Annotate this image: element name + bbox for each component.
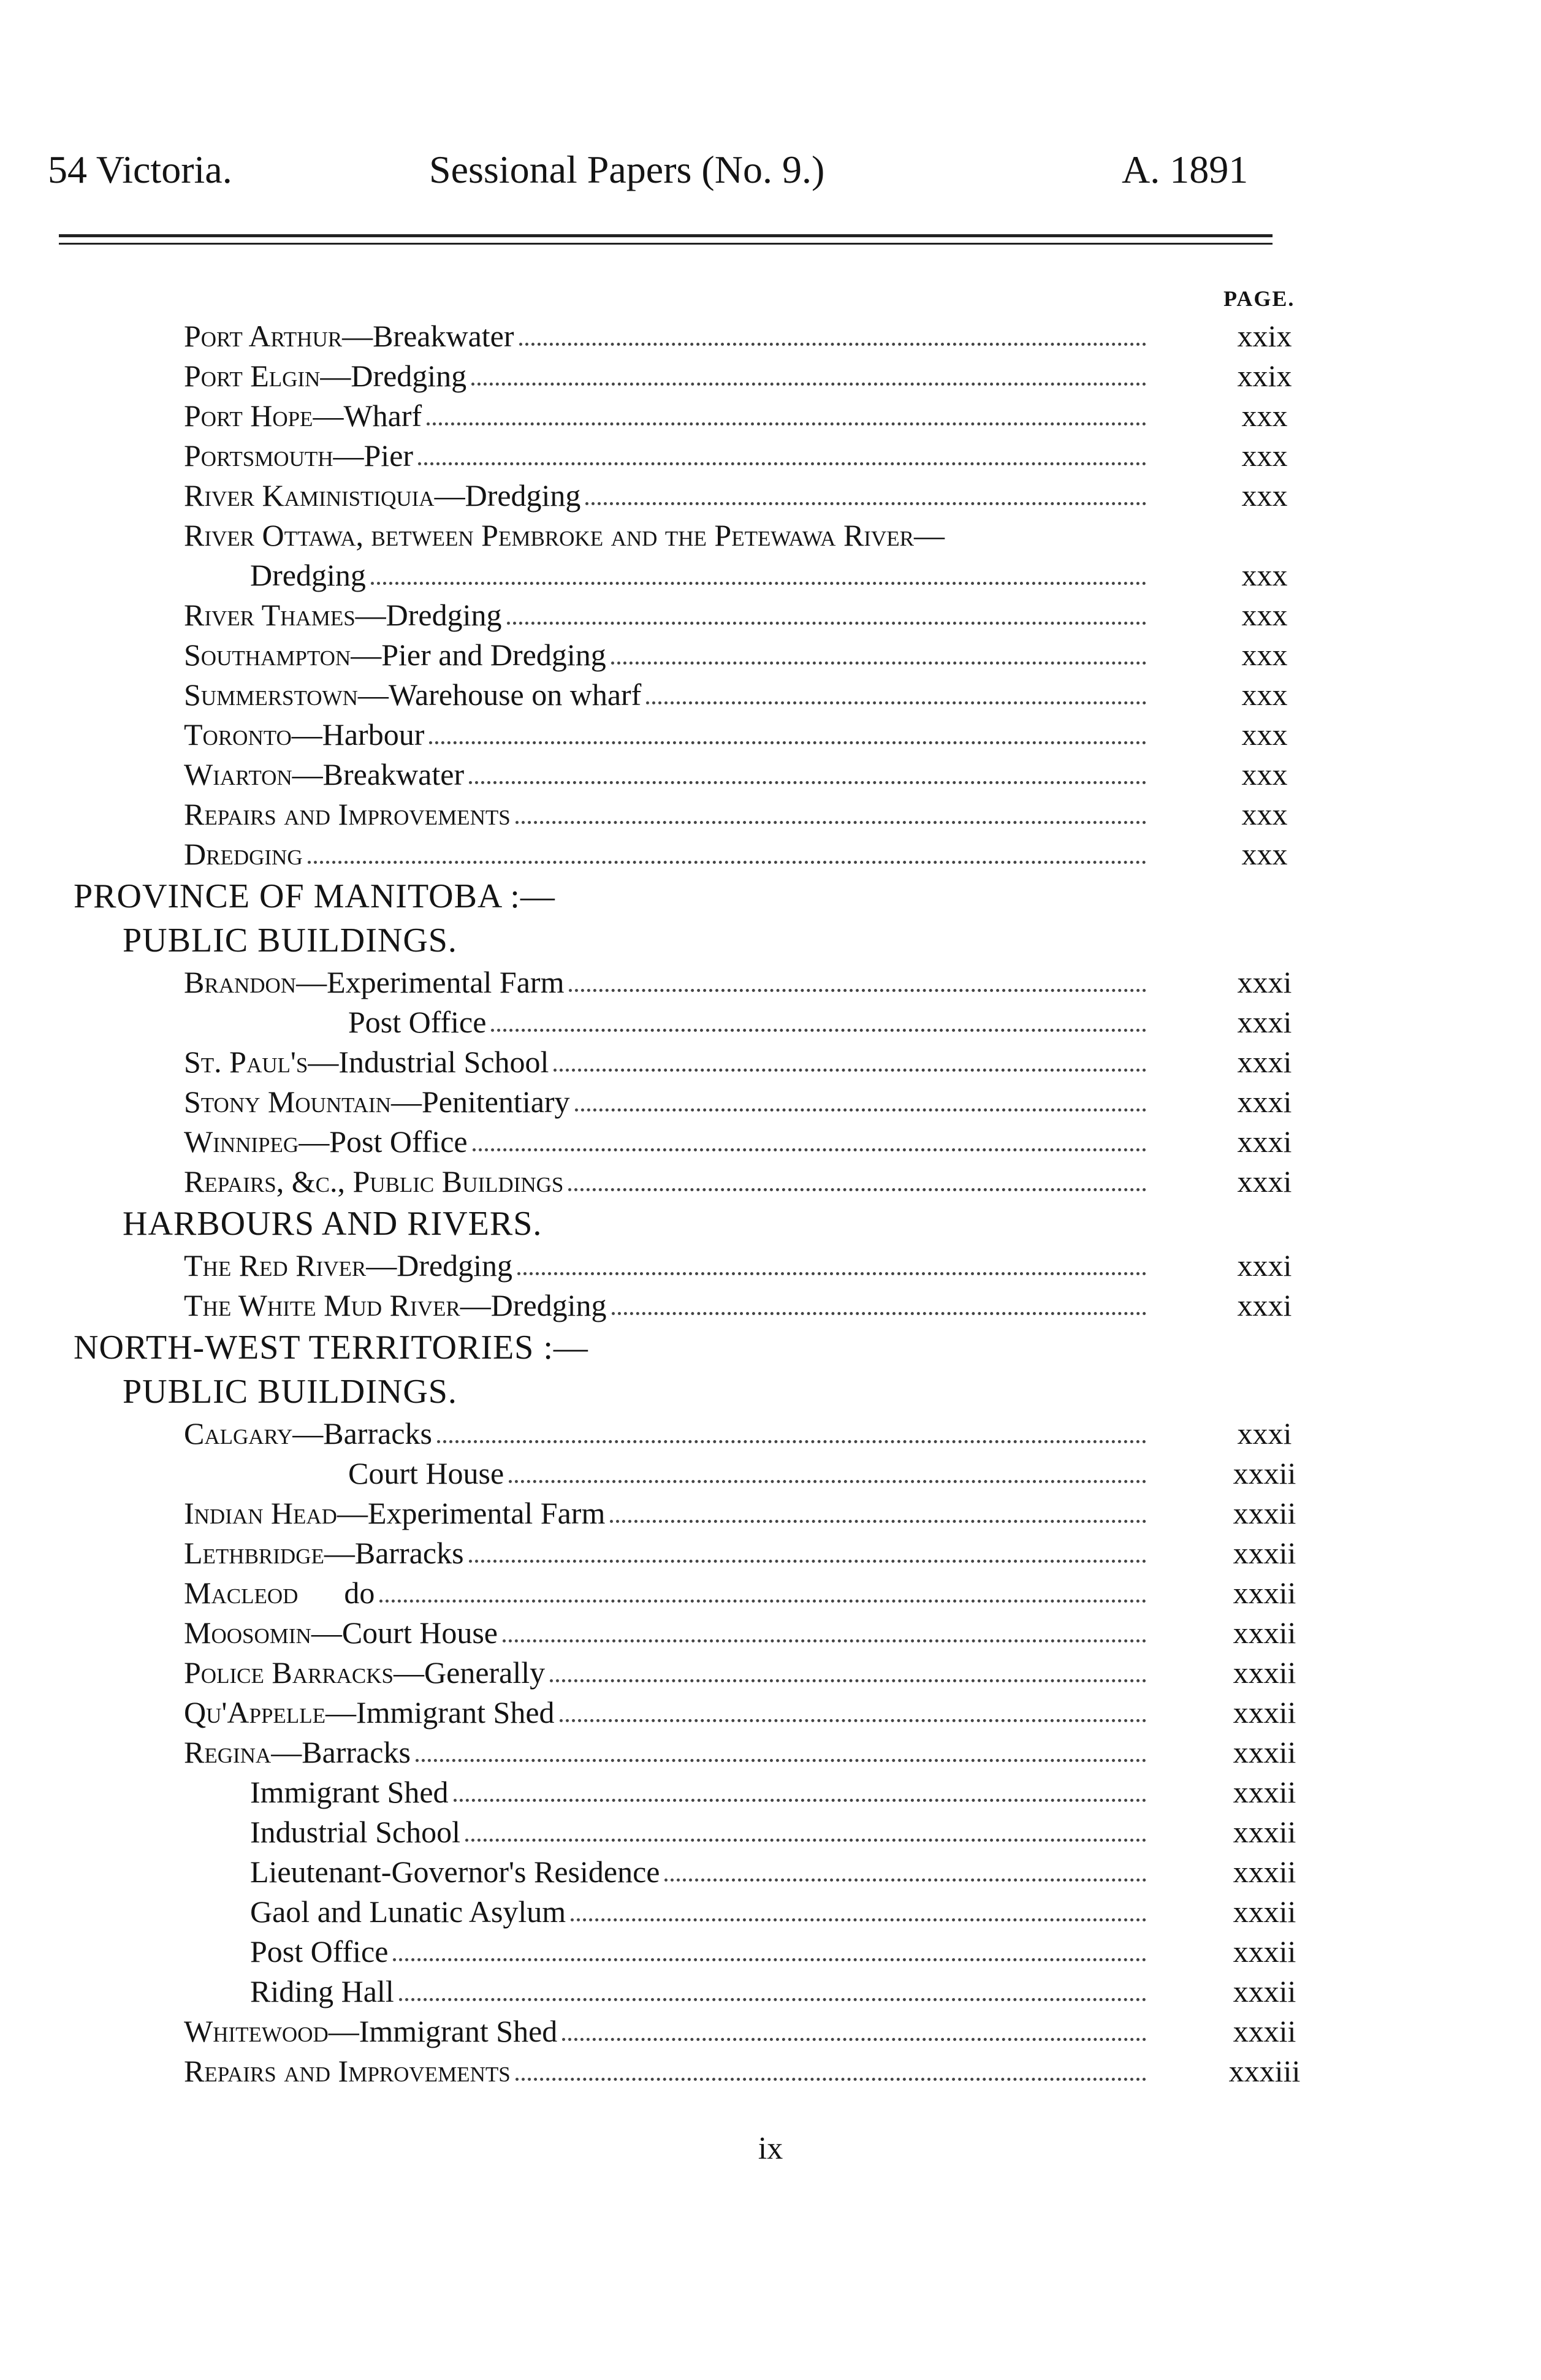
toc-page-number: xxxi — [1237, 965, 1292, 999]
toc-place-name: Repairs and Improvements — [184, 2054, 511, 2088]
toc-entry — [184, 356, 1151, 396]
dot-leader — [646, 701, 1146, 704]
page-column-label: PAGE. — [1223, 286, 1295, 311]
toc-row — [0, 2051, 1541, 2091]
header-rule-thick — [59, 234, 1273, 237]
section-heading-row — [0, 918, 1541, 963]
toc-entry — [348, 1002, 1151, 1042]
toc-item-description: —Experimental Farm — [296, 965, 565, 999]
toc-entry-text — [184, 675, 641, 715]
dot-leader — [379, 1600, 1146, 1603]
toc-entry-text — [184, 795, 511, 834]
toc-entry — [250, 1892, 1151, 1932]
toc-place-name: Port Elgin — [184, 359, 321, 393]
toc-row — [0, 1733, 1541, 1772]
dot-leader — [399, 1998, 1146, 2001]
toc-entry-text — [250, 1852, 660, 1892]
toc-entry-text — [184, 2012, 557, 2051]
dot-leader — [585, 502, 1146, 505]
dot-leader — [427, 422, 1146, 425]
dot-leader — [416, 1759, 1146, 1762]
toc-item-description: —Immigrant Shed — [325, 1695, 555, 1730]
toc-place-name: Calgary — [184, 1416, 293, 1451]
toc-item-description: Gaol and Lunatic Asylum — [250, 1894, 566, 1929]
section-heading: PROVINCE OF MANITOBA :— — [74, 877, 555, 915]
toc-row — [0, 963, 1541, 1002]
toc-entry-text — [184, 1733, 411, 1772]
dot-leader — [575, 1108, 1146, 1112]
section-heading-row — [0, 874, 1541, 918]
toc-item-description: —Dredging — [460, 1288, 607, 1322]
toc-item-description: —Harbour — [291, 717, 425, 752]
toc-entry-text — [184, 1082, 570, 1122]
toc-item-description: — — [913, 518, 945, 552]
dot-leader — [429, 741, 1146, 744]
toc-place-name: Repairs and Improvements — [184, 797, 511, 831]
toc-page-number: xxx — [1241, 478, 1288, 513]
toc-entry-text — [184, 1246, 512, 1286]
toc-page-number: xxxii — [1233, 1775, 1296, 1809]
toc-place-name: Summerstown — [184, 677, 358, 712]
toc-entry — [184, 1493, 1151, 1533]
toc-item-description: do — [298, 1576, 375, 1610]
toc-item-description: —Barracks — [324, 1536, 464, 1570]
page-folio: ix — [758, 2131, 783, 2166]
toc-entry — [184, 795, 1151, 834]
toc-row — [0, 1414, 1541, 1454]
toc-entry — [348, 1454, 1151, 1493]
dot-leader — [610, 1520, 1146, 1523]
toc-row — [0, 1613, 1541, 1653]
section-heading: NORTH-WEST TERRITORIES :— — [74, 1329, 588, 1367]
toc-place-name: The White Mud River — [184, 1288, 460, 1322]
toc-item-description: Post Office — [250, 1934, 389, 1969]
toc-place-name: Port Hope — [184, 399, 313, 433]
dot-leader — [509, 1480, 1146, 1483]
toc-place-name: Brandon — [184, 965, 297, 999]
toc-page-number: xxx — [1241, 558, 1288, 592]
dot-leader — [611, 662, 1146, 665]
running-header — [0, 147, 1541, 202]
toc-item-description: —Dredging — [320, 359, 467, 393]
toc-row — [0, 1454, 1541, 1493]
toc-item-description: Post Office — [348, 1005, 487, 1039]
toc-entry — [184, 316, 1151, 356]
toc-item-description: —Court House — [311, 1615, 498, 1650]
toc-place-name: Port Arthur — [184, 319, 343, 353]
toc-entry-text — [184, 1414, 432, 1454]
toc-entry — [250, 1852, 1151, 1892]
toc-page-number: xxxii — [1233, 1576, 1296, 1610]
toc-page-number: xxxii — [1233, 1456, 1296, 1490]
toc-item-description: —Experimental Farm — [337, 1496, 606, 1530]
toc-item-description: —Pier — [333, 438, 414, 473]
toc-entry — [184, 1286, 1151, 1325]
toc-place-name: Dredging — [184, 837, 303, 871]
dot-leader — [471, 383, 1146, 386]
toc-row — [0, 1772, 1541, 1812]
toc-entry — [184, 1653, 1151, 1693]
dot-leader — [393, 1958, 1146, 1961]
toc-entry-text — [184, 755, 464, 795]
toc-row — [0, 1493, 1541, 1533]
dot-leader — [503, 1639, 1146, 1642]
dot-leader — [371, 582, 1146, 585]
toc-page-number: xxxi — [1237, 1045, 1292, 1079]
toc-entry — [184, 1162, 1151, 1202]
toc-item-description: —Barracks — [292, 1416, 432, 1451]
toc-entry — [184, 1573, 1151, 1613]
toc-item-description: —Immigrant Shed — [328, 2014, 558, 2048]
toc-entry-text — [348, 1454, 504, 1493]
toc-row — [0, 795, 1541, 834]
toc-row — [0, 555, 1541, 595]
toc-entry-text — [184, 715, 424, 755]
toc-entry — [250, 1972, 1151, 2012]
toc-item-description: —Barracks — [271, 1735, 411, 1769]
section-heading-row — [0, 1325, 1541, 1370]
toc-entry-text — [184, 436, 413, 476]
toc-place-name: Wiarton — [184, 757, 292, 791]
toc-page-number: xxxii — [1233, 1855, 1296, 1889]
toc-page-number: xxxii — [1233, 1615, 1296, 1650]
toc-place-name: River Thames — [184, 598, 356, 632]
toc-item-description: —Penitentiary — [390, 1085, 570, 1119]
toc-entry — [184, 1246, 1151, 1286]
toc-page-number: xxxii — [1233, 1894, 1296, 1929]
header-year: A. 1891 — [1122, 148, 1249, 191]
toc-entry-text — [184, 2051, 511, 2091]
toc-entry — [184, 675, 1151, 715]
subsection-heading: PUBLIC BUILDINGS. — [123, 921, 457, 959]
toc-item-description: Court House — [348, 1456, 504, 1490]
toc-place-name: Lethbridge — [184, 1536, 324, 1570]
toc-row — [0, 1533, 1541, 1573]
section-heading-row — [0, 1370, 1541, 1414]
toc-page-number: xxx — [1241, 399, 1288, 433]
toc-item-description: —Wharf — [313, 399, 422, 433]
toc-row — [0, 1082, 1541, 1122]
toc-page-number: xxxii — [1233, 1815, 1296, 1849]
toc-item-description: —Warehouse on wharf — [357, 677, 642, 712]
toc-row — [0, 1892, 1541, 1932]
toc-entry-text — [184, 1533, 464, 1573]
toc-item-description: —Generally — [394, 1655, 546, 1690]
dot-leader — [465, 1839, 1146, 1842]
toc-page-number: xxxii — [1233, 1934, 1296, 1969]
toc-item-description: —Dredging — [434, 478, 581, 513]
dot-leader — [516, 2078, 1146, 2081]
toc-entry-text — [184, 1162, 563, 1202]
toc-page-number: xxxi — [1237, 1085, 1292, 1119]
toc-item-description: Riding Hall — [250, 1974, 394, 2008]
toc-row — [0, 1573, 1541, 1613]
toc-entry — [184, 755, 1151, 795]
toc-entry-text — [250, 1812, 460, 1852]
dot-leader — [554, 1069, 1146, 1072]
table-of-contents — [0, 316, 1541, 2091]
toc-place-name: Police Barracks — [184, 1655, 394, 1690]
toc-row — [0, 1653, 1541, 1693]
toc-row — [0, 396, 1541, 436]
toc-place-name: Winnipeg — [184, 1124, 299, 1159]
toc-row — [0, 1693, 1541, 1733]
toc-item-description: Immigrant Shed — [250, 1775, 449, 1809]
toc-entry — [184, 1733, 1151, 1772]
toc-page-number: xxxi — [1237, 1288, 1292, 1322]
toc-place-name: River Ottawa, between Pembroke and the Petewawa River — [184, 518, 914, 552]
header-rule-thin — [59, 243, 1273, 245]
toc-page-number: xxx — [1241, 837, 1288, 871]
toc-entry — [184, 516, 945, 555]
dot-leader — [454, 1799, 1146, 1802]
toc-page-number: xxxii — [1233, 1655, 1296, 1690]
toc-entry — [184, 1613, 1151, 1653]
toc-entry-text — [184, 1493, 605, 1533]
toc-page-number: xxxiii — [1228, 2054, 1301, 2088]
toc-row — [0, 436, 1541, 476]
section-heading-row — [0, 1202, 1541, 1246]
header-session: 54 Victoria. — [48, 148, 232, 191]
toc-entry-text — [184, 595, 502, 635]
toc-row — [0, 635, 1541, 675]
toc-page-number: xxxii — [1233, 1974, 1296, 2008]
subsection-heading: PUBLIC BUILDINGS. — [123, 1373, 457, 1411]
dot-leader — [418, 462, 1146, 465]
toc-item-description: Lieutenant-Governor's Residence — [250, 1855, 660, 1889]
toc-entry-text — [184, 1042, 549, 1082]
toc-page-number: xxxii — [1233, 1536, 1296, 1570]
toc-item-description: —Pier and Dredging — [351, 638, 606, 672]
toc-entry — [184, 1122, 1151, 1162]
toc-page-number: xxxii — [1233, 1496, 1296, 1530]
toc-entry-text — [184, 1122, 468, 1162]
toc-page-number: xxxi — [1237, 1164, 1292, 1199]
toc-entry — [184, 635, 1151, 675]
toc-entry — [250, 1932, 1151, 1972]
dot-leader — [469, 1560, 1146, 1563]
toc-entry-text — [184, 1286, 607, 1325]
toc-entry-text — [250, 1932, 388, 1972]
toc-place-name: Regina — [184, 1735, 272, 1769]
dot-leader — [562, 2038, 1146, 2041]
toc-entry — [184, 476, 1151, 516]
toc-row — [0, 595, 1541, 635]
toc-page-number: xxx — [1241, 677, 1288, 712]
toc-item-description: —Dredging — [366, 1248, 513, 1283]
toc-page-number: xxxii — [1233, 1735, 1296, 1769]
toc-place-name: Toronto — [184, 717, 292, 752]
toc-entry — [184, 396, 1151, 436]
toc-entry — [250, 555, 1151, 595]
toc-item-description: —Dredging — [355, 598, 502, 632]
dot-leader — [571, 1918, 1146, 1921]
toc-entry — [184, 1042, 1151, 1082]
toc-row — [0, 516, 1541, 555]
toc-entry-text — [184, 1613, 498, 1653]
toc-page-number: xxxii — [1233, 2014, 1296, 2048]
dot-leader — [491, 1029, 1146, 1032]
toc-entry-text — [184, 1573, 375, 1613]
toc-entry-text — [184, 396, 422, 436]
toc-entry — [184, 1414, 1151, 1454]
toc-row — [0, 1932, 1541, 1972]
dot-leader — [519, 343, 1147, 346]
toc-row — [0, 356, 1541, 396]
dot-leader — [437, 1440, 1146, 1443]
toc-place-name: The Red River — [184, 1248, 367, 1283]
toc-item-description: —Breakwater — [342, 319, 514, 353]
dot-leader — [469, 781, 1146, 784]
toc-entry-text — [184, 1653, 545, 1693]
toc-entry-text — [184, 316, 514, 356]
dot-leader — [569, 989, 1146, 992]
toc-entry-text — [184, 1693, 555, 1733]
toc-place-name: Repairs, &c., Public Buildings — [184, 1164, 564, 1199]
dot-leader — [473, 1148, 1146, 1151]
toc-item-description: Dredging — [250, 558, 366, 592]
dot-leader — [550, 1679, 1146, 1682]
toc-place-name: Moosomin — [184, 1615, 311, 1650]
toc-entry — [250, 1772, 1151, 1812]
toc-row — [0, 755, 1541, 795]
toc-page-number: xxxi — [1237, 1124, 1292, 1159]
toc-place-name: River Kaministiquia — [184, 478, 435, 513]
toc-row — [0, 1122, 1541, 1162]
toc-page-number: xxix — [1237, 359, 1292, 393]
dot-leader — [612, 1312, 1146, 1315]
toc-place-name: Whitewood — [184, 2014, 329, 2048]
toc-place-name: Qu'Appelle — [184, 1695, 325, 1730]
toc-row — [0, 1162, 1541, 1202]
toc-item-description: —Breakwater — [292, 757, 465, 791]
toc-page-number: xxx — [1241, 717, 1288, 752]
toc-page-number: xxxi — [1237, 1005, 1292, 1039]
toc-entry — [184, 834, 1151, 874]
toc-entry-text — [348, 1002, 486, 1042]
toc-entry-text — [184, 834, 303, 874]
toc-row — [0, 2012, 1541, 2051]
toc-page-number: xxx — [1241, 598, 1288, 632]
toc-entry-text — [250, 555, 366, 595]
toc-page-number: xxxi — [1237, 1248, 1292, 1283]
toc-page-number: xxxii — [1233, 1695, 1296, 1730]
subsection-heading: HARBOURS AND RIVERS. — [123, 1205, 542, 1243]
toc-entry-text — [184, 356, 466, 396]
header-title: Sessional Papers (No. 9.) — [429, 148, 825, 191]
dot-leader — [308, 861, 1146, 864]
toc-place-name: Portsmouth — [184, 438, 333, 473]
toc-entry — [184, 1693, 1151, 1733]
toc-entry — [184, 2051, 1151, 2091]
toc-entry — [184, 2012, 1151, 2051]
toc-page-number: xxix — [1237, 319, 1292, 353]
toc-item-description: —Industrial School — [308, 1045, 549, 1079]
toc-row — [0, 1002, 1541, 1042]
toc-entry — [184, 963, 1151, 1002]
dot-leader — [516, 821, 1146, 824]
dot-leader — [664, 1878, 1146, 1882]
dot-leader — [507, 622, 1146, 625]
toc-row — [0, 1852, 1541, 1892]
toc-entry-text — [250, 1892, 566, 1932]
toc-entry — [184, 1533, 1151, 1573]
toc-row — [0, 715, 1541, 755]
toc-page-number: xxxi — [1237, 1416, 1292, 1451]
toc-row — [0, 1972, 1541, 2012]
toc-row — [0, 834, 1541, 874]
toc-place-name: Southampton — [184, 638, 351, 672]
toc-entry — [184, 1082, 1151, 1122]
dot-leader — [560, 1719, 1146, 1722]
dot-leader — [517, 1272, 1146, 1275]
toc-item-description: —Post Office — [299, 1124, 468, 1159]
toc-page-number: xxx — [1241, 438, 1288, 473]
toc-entry-text — [184, 516, 945, 555]
toc-entry — [250, 1812, 1151, 1852]
toc-entry — [184, 595, 1151, 635]
toc-place-name: Stony Mountain — [184, 1085, 391, 1119]
toc-entry-text — [250, 1972, 394, 2012]
toc-item-description: Industrial School — [250, 1815, 461, 1849]
toc-row — [0, 675, 1541, 715]
toc-place-name: Indian Head — [184, 1496, 337, 1530]
toc-row — [0, 1286, 1541, 1325]
toc-entry-text — [184, 635, 606, 675]
toc-row — [0, 476, 1541, 516]
toc-entry-text — [250, 1772, 449, 1812]
toc-place-name: Macleod — [184, 1576, 299, 1610]
toc-entry — [184, 436, 1151, 476]
toc-entry-text — [184, 963, 564, 1002]
toc-row — [0, 1042, 1541, 1082]
toc-row — [0, 316, 1541, 356]
toc-page-number: xxx — [1241, 757, 1288, 791]
toc-row — [0, 1812, 1541, 1852]
toc-entry-text — [184, 476, 580, 516]
toc-entry — [184, 715, 1151, 755]
dot-leader — [568, 1188, 1146, 1191]
toc-page-number: xxx — [1241, 797, 1288, 831]
toc-page-number: xxx — [1241, 638, 1288, 672]
toc-place-name: St. Paul's — [184, 1045, 308, 1079]
toc-row — [0, 1246, 1541, 1286]
